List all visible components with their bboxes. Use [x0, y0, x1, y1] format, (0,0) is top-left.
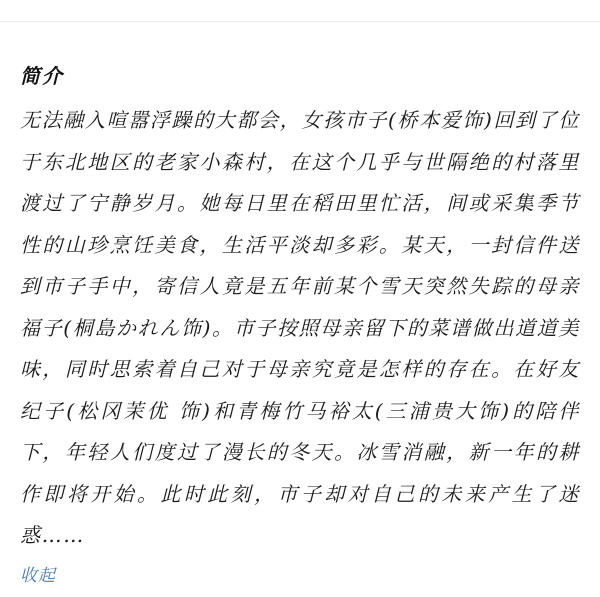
synopsis-section: [20, 58, 580, 591]
synopsis-heading: 简介: [20, 64, 64, 88]
top-divider: [0, 21, 600, 22]
synopsis-body-text: 无法融入喧嚣浮躁的大都会，女孩市子(桥本爱饰)回到了位于东北地区的老家小森村，在这个几乎与世隔绝的村落里渡过了宁静岁月。她每日里在稻田里忙活，间或采集季节性的山珍烹饪美食，生活平淡却多彩。某天，一封信件送到市子手中，寄信人竟是五年前某个雪天突然失踪的母亲福子(桐島かれん饰)。市子按照母亲留下的菜谱做出道道美味，同时思索着自己对于母亲究竟是怎样的存在。在好友纪子(松冈茉优 饰)和青梅竹马裕太(三浦贵大饰)的陪伴下，年轻人们度过了漫长的冬天。冰雪消融，新一年的耕作即将开始。此时此刻，市子却对自己的未来产生了迷惑……: [20, 108, 580, 547]
collapse-button[interactable]: 收起: [20, 565, 56, 586]
